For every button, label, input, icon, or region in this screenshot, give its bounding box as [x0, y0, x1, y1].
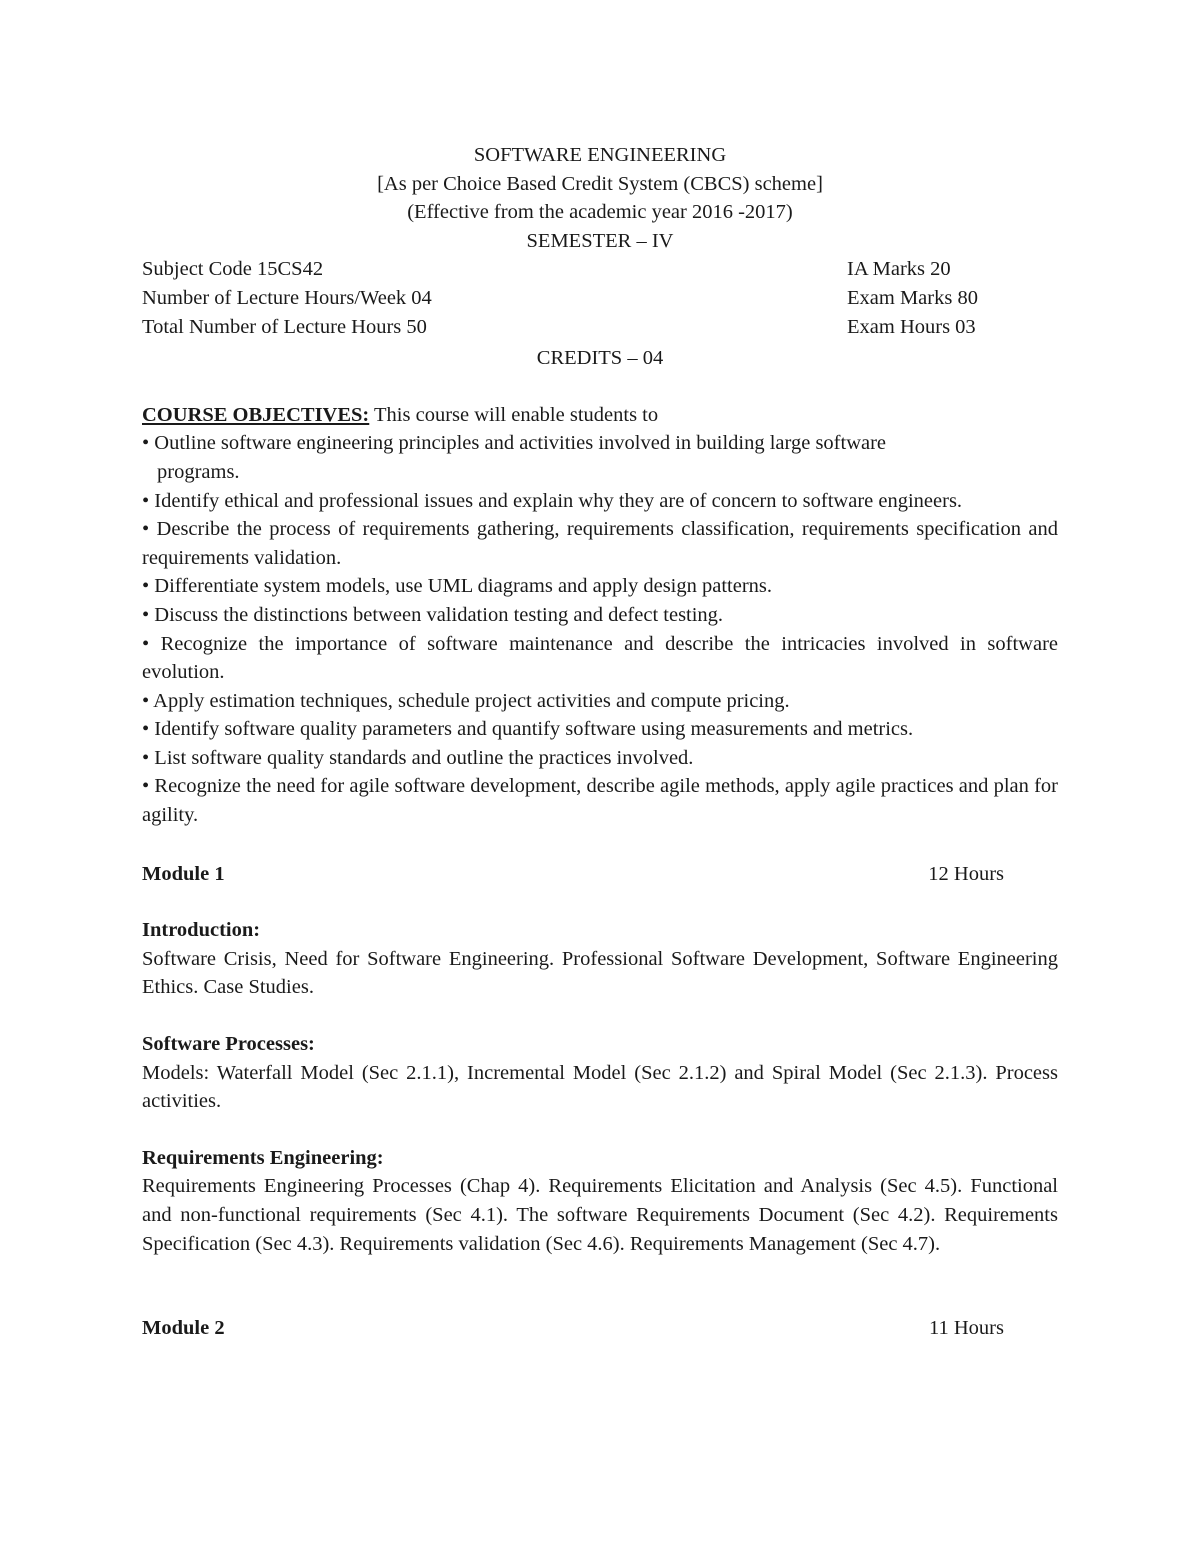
module-1-title: Module 1 — [142, 862, 225, 885]
module-2-title: Module 2 — [142, 1317, 225, 1340]
subject-code: Subject Code 15CS42 — [142, 258, 324, 281]
scheme-line: [As per Choice Based Credit System (CBCS) scheme] — [377, 172, 823, 195]
section-heading: Introduction: — [142, 919, 261, 942]
syllabus-page — [142, 141, 1058, 1343]
course-title: SOFTWARE ENGINEERING — [473, 144, 727, 166]
objective-item: • Describe the process of requirements gathering, requirements classification, requirements specification and requirements validation. — [142, 518, 1058, 569]
module-2-header — [142, 1314, 1058, 1343]
section-text: Models: Waterfall Model (Sec 2.1.1), Incremental Model (Sec 2.1.2) and Spiral Model (Sec 2.1.3). Process activities. — [142, 1061, 1058, 1113]
info-row — [142, 284, 1058, 313]
objectives-intro — [142, 401, 1058, 430]
ia-marks: IA Marks 20 — [847, 258, 951, 281]
objective-item: • Recognize the importance of software maintenance and describe the intricacies involved in software evolution. — [142, 632, 1058, 684]
objective-item: • Recognize the need for agile software development, describe agile methods, apply agile practices and plan for agility. — [142, 775, 1058, 827]
info-row — [142, 313, 1058, 342]
objectives-heading: COURSE OBJECTIVES: — [142, 403, 370, 426]
objective-item: • Identify ethical and professional issues and explain why they are of concern to software engineers. — [142, 489, 963, 512]
exam-marks: Exam Marks 80 — [847, 286, 978, 309]
objective-item: • Identify software quality parameters and quantify software using measurements and metrics. — [142, 718, 914, 741]
objectives-intro-text: This course will enable students to — [369, 403, 659, 426]
module-1-hours: 12 Hours — [928, 862, 1004, 885]
section-heading: Requirements Engineering: — [142, 1146, 384, 1169]
section-heading: Software Processes: — [142, 1033, 315, 1056]
objective-item: • Apply estimation techniques, schedule project activities and compute pricing. — [142, 689, 790, 712]
module-2-hours: 11 Hours — [929, 1317, 1004, 1340]
objective-item: • Discuss the distinctions between validation testing and defect testing. — [142, 603, 724, 626]
info-row — [142, 255, 1058, 284]
exam-hours: Exam Hours 03 — [847, 315, 976, 338]
credits-line: CREDITS – 04 — [536, 347, 664, 370]
section-text: Software Crisis, Need for Software Engineering. Professional Software Development, Software Engineering Ethics. Case Studies. — [142, 947, 1058, 999]
section-text: Requirements Engineering Processes (Chap 4). Requirements Elicitation and Analysis (Sec 4.5). Functional and non-functional requirements (Sec 4.1). The software Requirements Document (Sec 4.2). Requirements Specification (Sec 4.3). Requirements validation (Sec 4.6). Requirements Management (Sec 4.7). — [142, 1175, 1058, 1255]
lecture-hours-week: Number of Lecture Hours/Week 04 — [142, 286, 432, 309]
objective-item: programs. — [157, 460, 240, 483]
objective-item: • Differentiate system models, use UML diagrams and apply design patterns. — [142, 575, 773, 598]
total-lecture-hours: Total Number of Lecture Hours 50 — [142, 315, 427, 338]
semester-line: SEMESTER – IV — [526, 229, 674, 252]
objective-item: • List software quality standards and outline the practices involved. — [142, 746, 694, 769]
effective-line: (Effective from the academic year 2016 -2017) — [407, 201, 793, 224]
module-1-header — [142, 860, 1058, 889]
objective-item: • Outline software engineering principles and activities involved in building large software — [142, 432, 887, 455]
